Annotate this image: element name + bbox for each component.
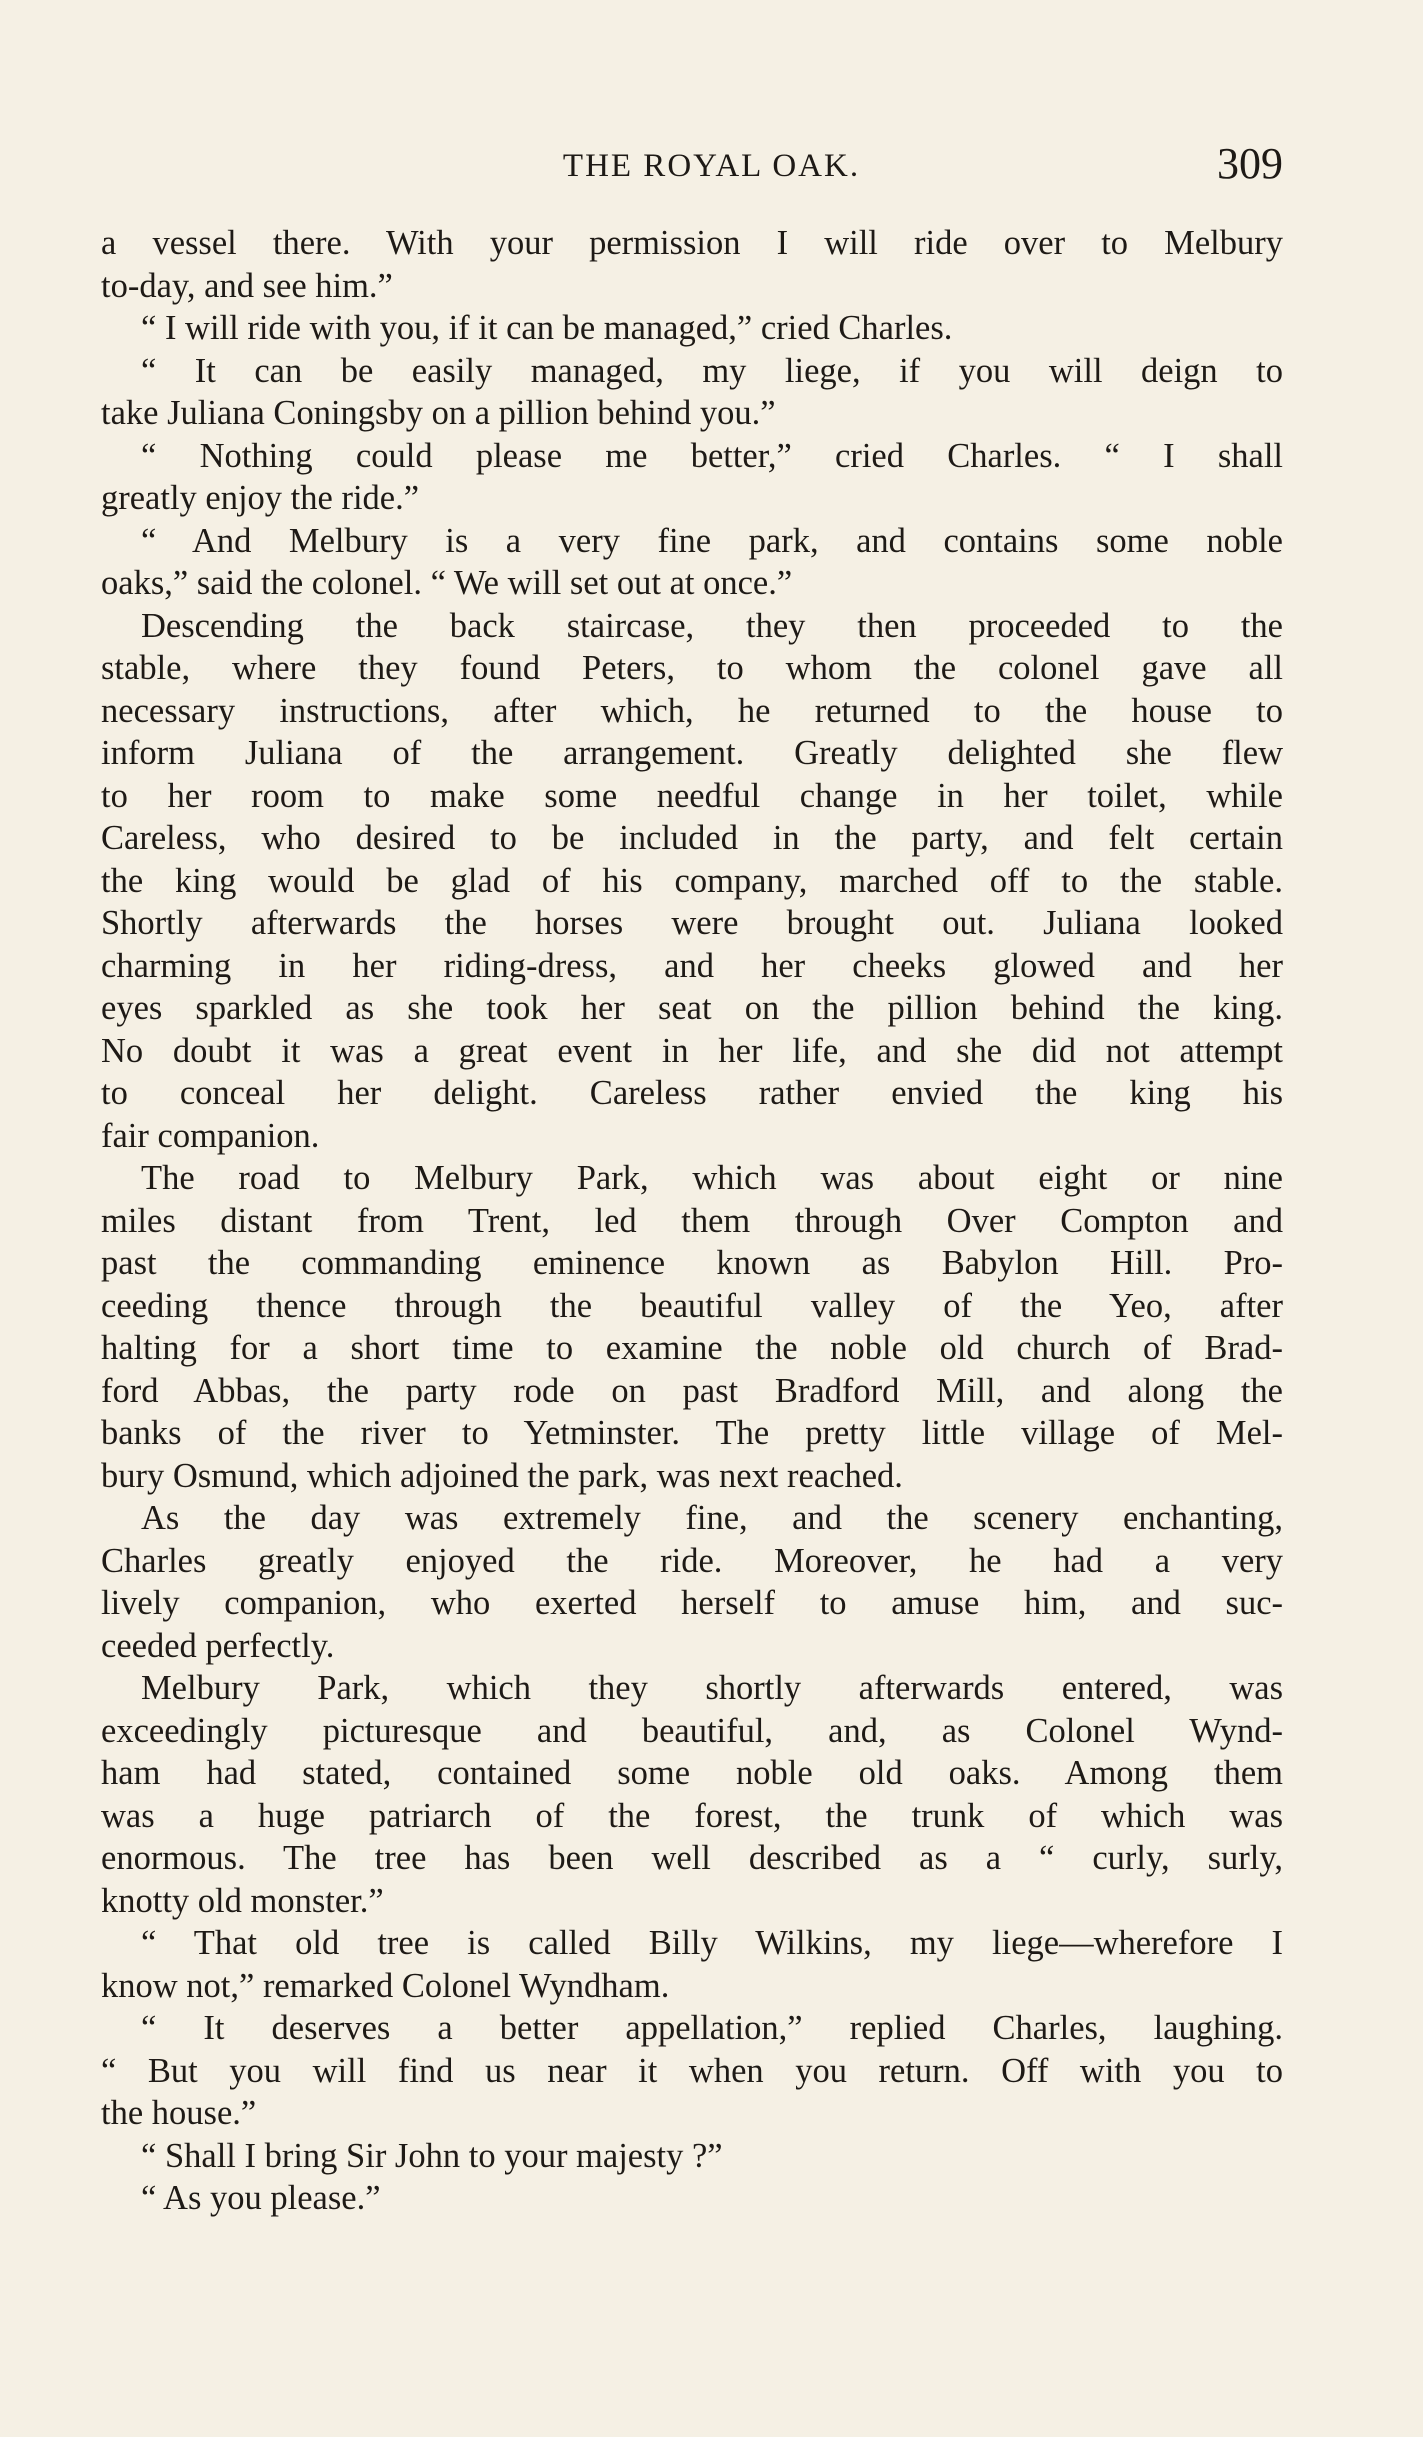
text-line: to conceal her delight. Careless rather envied the king his bbox=[101, 1074, 1283, 1112]
text-line: Melbury Park, which they shortly afterwards entered, was bbox=[141, 1669, 1283, 1707]
text-line: Descending the back staircase, they then proceeded to the bbox=[141, 606, 1283, 645]
text-line: halting for a short time to examine the noble old church of Brad- bbox=[101, 1329, 1283, 1367]
text-line: ceeding thence through the beautiful valley of the Yeo, after bbox=[101, 1286, 1283, 1325]
text-line: past the commanding eminence known as Babylon Hill. Pro- bbox=[101, 1244, 1283, 1282]
text-line: “ Nothing could please me better,” cried Charles. “ I shall bbox=[141, 436, 1283, 475]
text-line: banks of the river to Yetminster. The pretty little village of Mel- bbox=[101, 1414, 1283, 1452]
text-line: “ Shall I bring Sir John to your majesty ?” bbox=[141, 2136, 723, 2175]
text-line: Careless, who desired to be included in the party, and felt certain bbox=[101, 819, 1283, 857]
text-line: Charles greatly enjoyed the ride. Moreover, he had a very bbox=[101, 1541, 1283, 1580]
text-line: “ It deserves a better appellation,” replied Charles, laughing. bbox=[141, 2009, 1283, 2047]
text-line: oaks,” said the colonel. “ We will set out at once.” bbox=[101, 564, 793, 602]
text-line: ham had stated, contained some noble old oaks. Among them bbox=[101, 1754, 1283, 1792]
text-line: was a huge patriarch of the forest, the trunk of which was bbox=[101, 1796, 1283, 1835]
text-line: know not,” remarked Colonel Wyndham. bbox=[101, 1966, 670, 2005]
text-line: “ But you will find us near it when you return. Off with you to bbox=[101, 2051, 1283, 2090]
text-line: inform Juliana of the arrangement. Greatly delighted she flew bbox=[101, 734, 1283, 772]
text-line: bury Osmund, which adjoined the park, was next reached. bbox=[101, 1456, 903, 1495]
text-line: to her room to make some needful change in her toilet, while bbox=[101, 776, 1283, 815]
text-line: lively companion, who exerted herself to amuse him, and suc- bbox=[101, 1584, 1283, 1622]
text-line: charming in her riding-dress, and her cheeks glowed and her bbox=[101, 946, 1283, 985]
text-line: miles distant from Trent, led them through Over Compton and bbox=[101, 1201, 1283, 1240]
text-line: necessary instructions, after which, he returned to the house to bbox=[101, 691, 1283, 730]
text-line: fair companion. bbox=[101, 1116, 320, 1155]
text-line: “ And Melbury is a very fine park, and contains some noble bbox=[141, 521, 1283, 560]
text-line: “ It can be easily managed, my liege, if you will deign to bbox=[141, 351, 1283, 390]
page-number: 309 bbox=[1217, 139, 1283, 188]
text-line: “ That old tree is called Billy Wilkins, my liege—wherefore I bbox=[141, 1924, 1283, 1962]
running-title: THE ROYAL OAK. bbox=[562, 148, 861, 184]
text-line: As the day was extremely fine, and the scenery enchanting, bbox=[141, 1499, 1283, 1537]
body-text bbox=[101, 222, 1283, 2220]
text-line: ford Abbas, the party rode on past Bradford Mill, and along the bbox=[101, 1371, 1283, 1410]
text-line: “ As you please.” bbox=[141, 2179, 381, 2217]
text-line: stable, where they found Peters, to whom the colonel gave all bbox=[101, 649, 1283, 687]
text-line: to-day, and see him.” bbox=[101, 266, 393, 305]
text-line: the house.” bbox=[101, 2094, 257, 2132]
text-line: enormous. The tree has been well described as a “ curly, surly, bbox=[101, 1839, 1283, 1877]
text-line: a vessel there. With your permission I will ride over to Melbury bbox=[101, 224, 1283, 262]
text-line: “ I will ride with you, if it can be managed,” cried Charles. bbox=[141, 309, 953, 347]
text-line: Shortly afterwards the horses were brought out. Juliana looked bbox=[101, 904, 1283, 942]
text-line: The road to Melbury Park, which was about eight or nine bbox=[141, 1159, 1283, 1197]
text-line: greatly enjoy the ride.” bbox=[101, 479, 420, 517]
text-line: ceeded perfectly. bbox=[101, 1626, 335, 1665]
text-line: No doubt it was a great event in her life, and she did not attempt bbox=[101, 1031, 1283, 1070]
text-line: knotty old monster.” bbox=[101, 1881, 384, 1920]
text-line: the king would be glad of his company, marched off to the stable. bbox=[101, 861, 1283, 900]
text-line: eyes sparkled as she took her seat on the pillion behind the king. bbox=[101, 989, 1283, 1027]
text-line: exceedingly picturesque and beautiful, and, as Colonel Wynd- bbox=[101, 1711, 1283, 1750]
text-line: take Juliana Coningsby on a pillion behind you.” bbox=[101, 394, 776, 432]
